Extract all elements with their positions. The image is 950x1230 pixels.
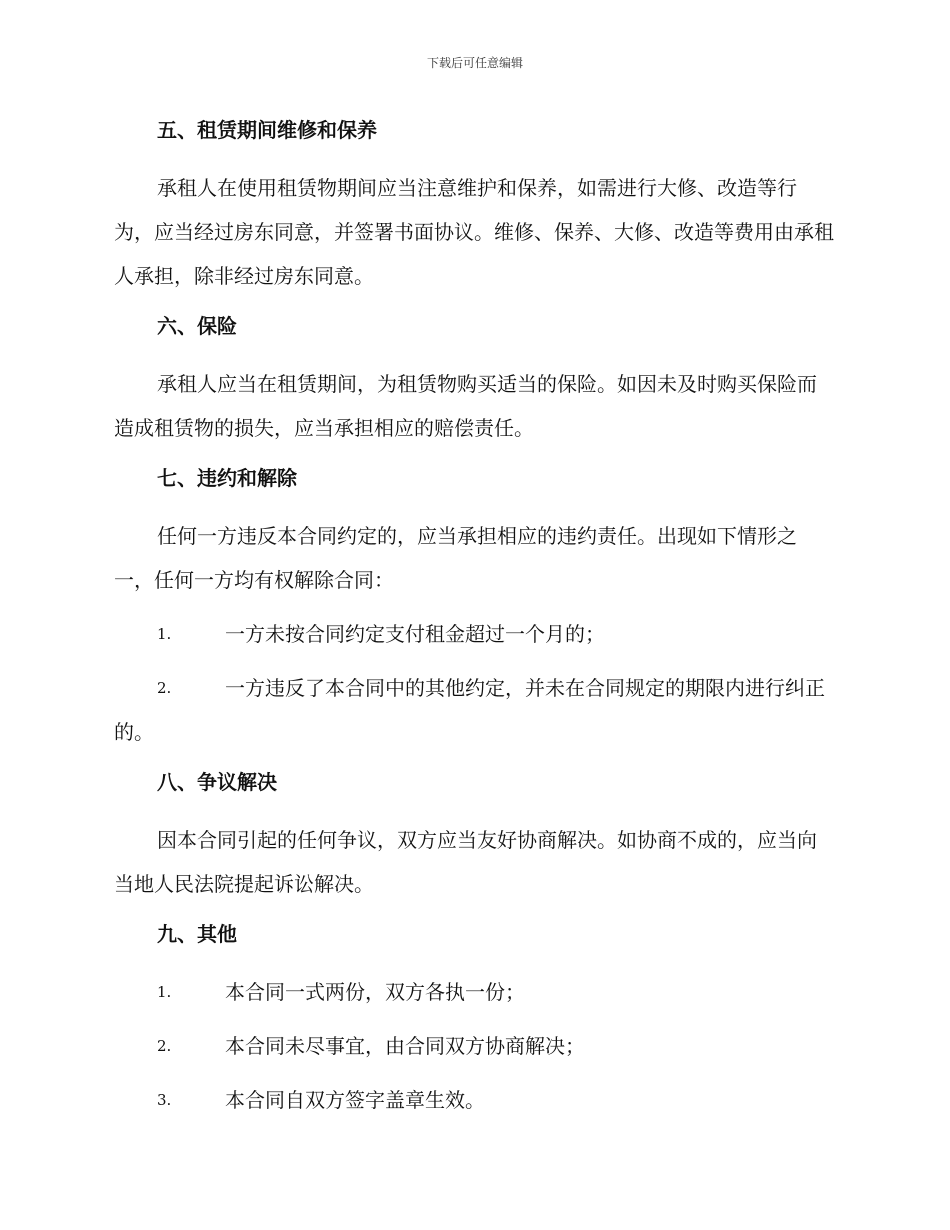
list-number: 1. xyxy=(157,983,172,1001)
list-item xyxy=(114,612,834,656)
section-title: 八、争议解决 xyxy=(157,770,277,794)
section-breach-termination xyxy=(114,460,834,764)
section-paragraph: 任何一方违反本合同约定的，应当承担相应的违约责任。出现如下情形之一，任何一方均有权解除合同： xyxy=(114,524,797,592)
header-note: 下载后可任意编辑 xyxy=(426,56,523,70)
section-paragraph: 因本合同引起的任何争议，双方应当友好协商解决。如协商不成的，应当向当地人民法院提起诉讼解决。 xyxy=(114,828,817,896)
list-item xyxy=(114,1024,834,1068)
list-number: 2. xyxy=(157,1037,172,1055)
list-item xyxy=(114,666,834,754)
list-item xyxy=(114,1078,834,1122)
section-paragraph: 承租人应当在租赁期间，为租赁物购买适当的保险。如因未及时购买保险而造成租赁物的损失，应当承担相应的赔偿责任。 xyxy=(114,372,817,440)
section-title: 六、保险 xyxy=(157,314,237,338)
list-number: 2. xyxy=(157,679,172,697)
section-insurance xyxy=(114,308,834,460)
section-other xyxy=(114,916,834,1122)
list-number: 3. xyxy=(157,1091,172,1109)
list-number: 1. xyxy=(157,625,172,643)
list-text: 本合同一式两份，双方各执一份； xyxy=(225,980,525,1004)
section-maintenance xyxy=(114,112,834,308)
list-text: 一方未按合同约定支付租金超过一个月的； xyxy=(225,622,605,646)
list-text: 本合同未尽事宜，由合同双方协商解决； xyxy=(225,1034,585,1058)
section-title: 七、违约和解除 xyxy=(157,466,297,490)
list-item xyxy=(114,970,834,1014)
document-body xyxy=(114,112,834,1122)
list-text: 本合同自双方签字盖章生效。 xyxy=(225,1088,485,1112)
section-title: 九、其他 xyxy=(157,922,237,946)
list-text: 一方违反了本合同中的其他约定，并未在合同规定的期限内进行纠正的。 xyxy=(114,676,825,744)
section-paragraph: 承租人在使用租赁物期间应当注意维护和保养，如需进行大修、改造等行为，应当经过房东同意，并签署书面协议。维修、保养、大修、改造等费用由承租人承担，除非经过房东同意。 xyxy=(114,176,834,288)
section-dispute-resolution xyxy=(114,764,834,916)
section-title: 五、租赁期间维修和保养 xyxy=(157,118,377,142)
